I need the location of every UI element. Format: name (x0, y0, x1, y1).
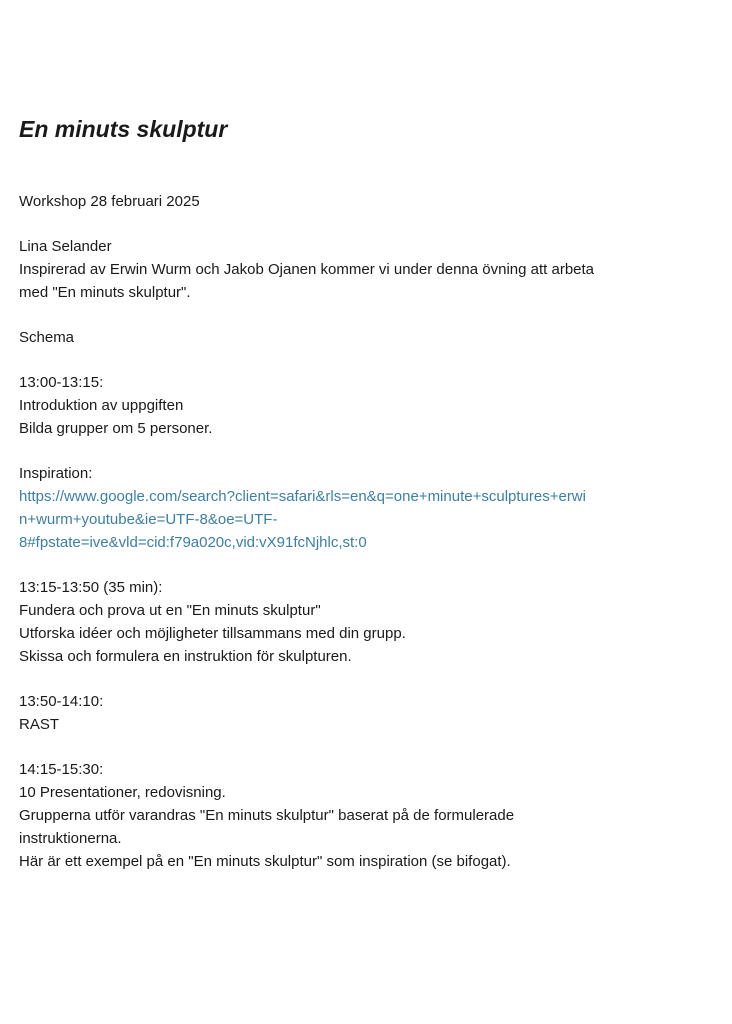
schedule-line: Grupperna utför varandras "En minuts skulptur" baserat på de formulerade (19, 807, 515, 824)
link-line[interactable]: https://www.google.com/search?client=safari&rls=en&q=one+minute+sculptures+erwi (19, 488, 586, 505)
time-slot-1: 13:00-13:15: (19, 374, 104, 391)
author-name: Lina Selander (19, 238, 112, 255)
link-line[interactable]: 8#fpstate=ive&vld=cid:f79a020c,vid:vX91fcNjhlc,st:0 (19, 534, 367, 551)
spacer (19, 304, 719, 326)
intro-text-line: med "En minuts skulptur". (19, 284, 191, 301)
link-line[interactable]: n+wurm+youtube&ie=UTF-8&oe=UTF- (19, 511, 278, 528)
spacer (19, 668, 719, 690)
time-slot-2: 13:15-13:50 (35 min): (19, 579, 163, 596)
schema-heading: Schema (19, 329, 75, 346)
schedule-line: Fundera och prova ut en "En minuts skulptur" (19, 602, 321, 619)
time-slot-3: 13:50-14:10: (19, 693, 104, 710)
document-title: En minuts skulptur (19, 116, 228, 142)
schedule-line: instruktionerna. (19, 830, 122, 847)
workshop-date: Workshop 28 februari 2025 (19, 193, 200, 210)
spacer (19, 213, 719, 235)
schedule-line: Introduktion av uppgiften (19, 397, 184, 414)
inspiration-label: Inspiration: (19, 465, 93, 482)
time-slot-4: 14:15-15:30: (19, 761, 104, 778)
intro-text-line: Inspirerad av Erwin Wurm och Jakob Ojanen kommer vi under denna övning att arbeta (19, 261, 595, 278)
spacer (19, 440, 719, 462)
spacer (19, 349, 719, 371)
schedule-line: Bilda grupper om 5 personer. (19, 420, 213, 437)
spacer (19, 554, 719, 576)
schedule-line: 10 Presentationer, redovisning. (19, 784, 226, 801)
schedule-line: Här är ett exempel på en "En minuts skulptur" som inspiration (se bifogat). (19, 853, 511, 870)
spacer (19, 736, 719, 758)
schedule-line: RAST (19, 716, 60, 733)
inspiration-link[interactable] (19, 485, 719, 554)
schedule-line: Utforska idéer och möjligheter tillsammans med din grupp. (19, 625, 406, 642)
schedule-line: Skissa och formulera en instruktion för skulpturen. (19, 648, 352, 665)
document-body (19, 190, 719, 873)
